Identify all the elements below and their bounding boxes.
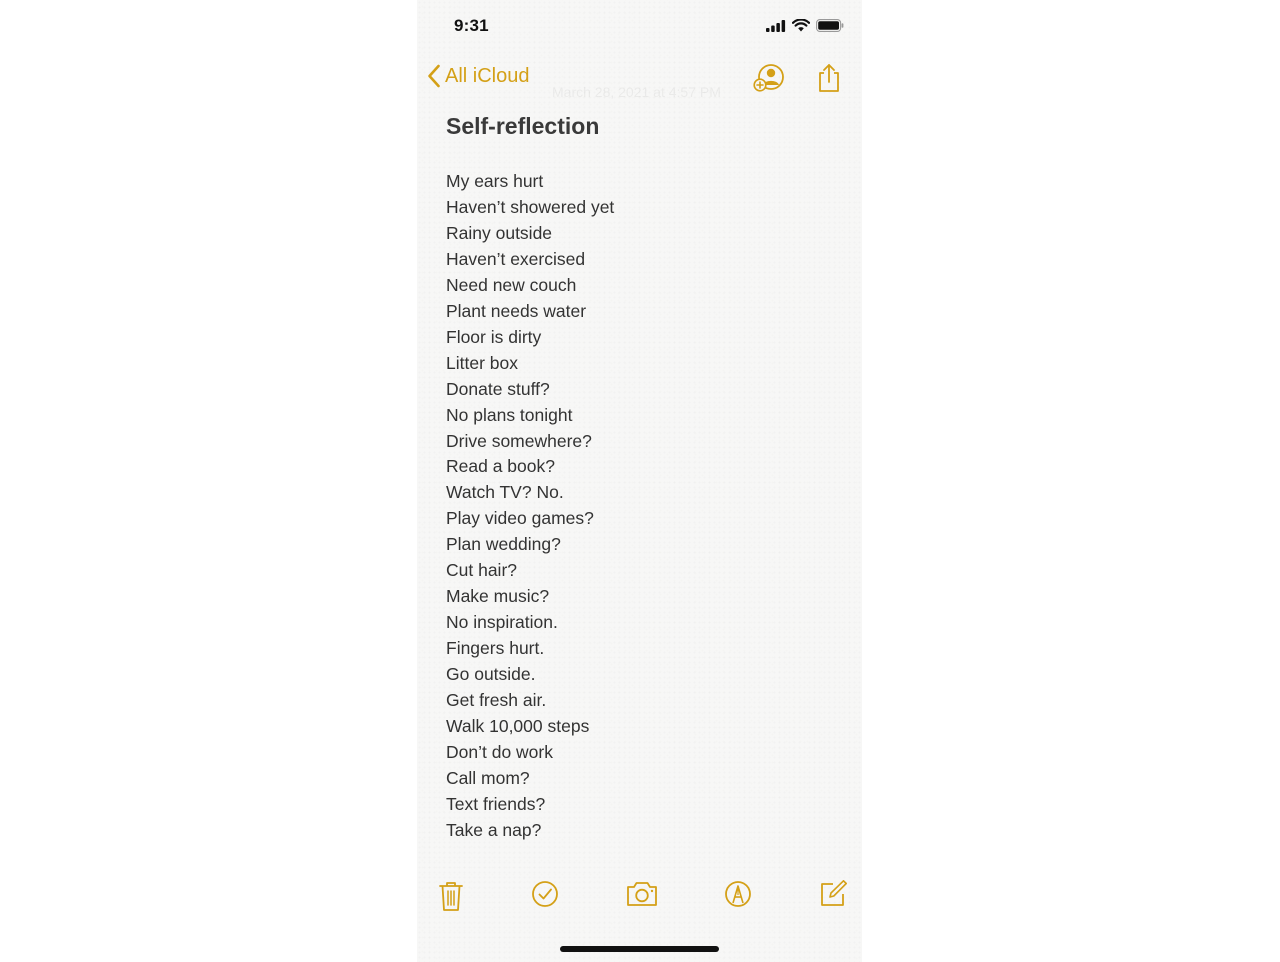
wifi-icon <box>792 19 810 32</box>
note-line: No inspiration. <box>446 612 558 633</box>
cellular-signal-icon <box>766 20 786 32</box>
note-line: Rainy outside <box>446 222 553 243</box>
camera-icon[interactable] <box>625 880 659 908</box>
note-line: Take a nap? <box>446 819 542 840</box>
home-indicator[interactable] <box>560 946 719 952</box>
note-line: Call mom? <box>446 767 530 788</box>
note-line: Make music? <box>446 586 550 607</box>
add-person-icon[interactable] <box>752 63 786 93</box>
back-button-label: All iCloud <box>445 64 530 87</box>
status-bar <box>417 0 862 54</box>
note-line: My ears hurt <box>446 171 544 191</box>
status-time: 9:31 <box>454 16 489 35</box>
compose-icon[interactable] <box>819 880 847 908</box>
battery-icon <box>816 19 844 32</box>
note-line: Haven’t showered yet <box>446 196 615 217</box>
note-line: Drive somewhere? <box>446 430 592 451</box>
chevron-left-icon <box>427 64 441 88</box>
status-icons <box>766 19 844 32</box>
note-line: Get fresh air. <box>446 690 547 711</box>
bottom-toolbar <box>417 876 862 916</box>
note-line: Walk 10,000 steps <box>446 716 590 737</box>
note-line: Text friends? <box>446 793 546 814</box>
pen-tip-circle-icon[interactable] <box>724 880 752 908</box>
note-line: Haven’t exercised <box>446 248 586 269</box>
note-line: Go outside. <box>446 664 536 685</box>
phone-screen <box>417 0 862 962</box>
checkmark-circle-icon[interactable] <box>531 880 559 908</box>
note-line: Donate stuff? <box>446 378 550 399</box>
note-line: Need new couch <box>446 274 577 295</box>
note-line: Don’t do work <box>446 741 553 762</box>
back-button[interactable] <box>427 64 529 88</box>
share-icon[interactable] <box>816 62 842 94</box>
note-date: March 28, 2021 at 4:57 PM <box>552 84 721 100</box>
note-line: Plant needs water <box>446 300 587 321</box>
note-line: Play video games? <box>446 508 594 529</box>
note-line: Plan wedding? <box>446 534 561 555</box>
note-line: Fingers hurt. <box>446 638 545 659</box>
nav-actions <box>752 62 842 94</box>
note-line: Read a book? <box>446 456 555 477</box>
note-line: Cut hair? <box>446 560 518 581</box>
note-line: Floor is dirty <box>446 326 542 347</box>
trash-icon[interactable] <box>438 880 464 912</box>
note-line: Litter box <box>446 352 518 373</box>
note-line: Watch TV? No. <box>446 482 564 503</box>
note-line: No plans tonight <box>446 404 573 425</box>
note-body[interactable] <box>446 169 614 844</box>
note-title[interactable]: Self-reflection <box>446 113 600 139</box>
